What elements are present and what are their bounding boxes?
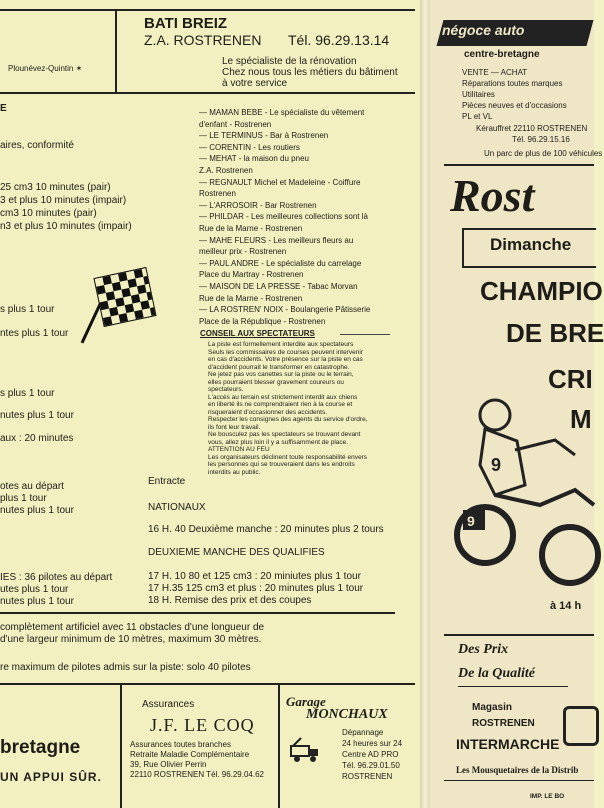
program-fragment: cm3 10 minutes (pair) — [0, 208, 97, 219]
right-page — [430, 0, 604, 808]
conseil-line: L'accès au terrain est strictement interdit aux chiens — [208, 393, 358, 401]
schedule-line: 17 H. 10 80 et 125 cm3 : 20 miniutes plus 1 tour — [148, 571, 361, 582]
sponsor-line: Z.A. Rostrenen — [199, 165, 253, 175]
conseil-line: risqueraient d'occasionner des accidents. — [208, 408, 328, 416]
negoce-line: VENTE — ACHAT — [462, 68, 528, 77]
program-fragment: E — [0, 103, 7, 114]
garage-line: ROSTRENEN — [342, 772, 393, 781]
prix-underline — [458, 686, 568, 687]
place-label: Plounévez-Quintin ✶ — [8, 64, 83, 73]
bati-line-3: à votre service — [222, 78, 288, 89]
program-fragment: nutes plus 1 tour — [0, 505, 74, 516]
sponsor-line: — MEHAT - la maison du pneu — [199, 154, 309, 164]
ad-divider — [278, 684, 280, 808]
assurances-line: Retraite Maladie Complémentaire — [130, 750, 250, 759]
entracte-label: Entracte — [148, 476, 186, 487]
program-fragment: n3 et plus 10 minutes (impair) — [0, 221, 132, 232]
negoce-line: Utilitaires — [462, 90, 495, 99]
heure-label: à 14 h — [550, 600, 582, 612]
mousquetaires-line: Les Mousquetaires de la Distrib — [456, 765, 579, 775]
sponsor-line: Rue de la Marne - Rostrenen — [199, 223, 303, 233]
conseil-line: Ne bousculez pas les spectateurs se trouvant devant — [208, 431, 361, 438]
program-fragment: IES : 36 pilotes au départ — [0, 572, 113, 583]
program-fragment: otes au départ — [0, 481, 64, 492]
negoce-line: Pièces neuves et d'occasions — [462, 101, 567, 110]
right-rule — [444, 634, 594, 636]
negoce-logo: négoce auto — [442, 22, 525, 38]
conseil-title: CONSEIL AUX SPECTATEURS — [200, 329, 315, 338]
program-fragment: s plus 1 tour — [0, 388, 55, 399]
negoce-line: PL et VL — [462, 112, 493, 121]
program-fragment: nutes plus 1 tour — [0, 596, 74, 607]
bati-phone: Tél. 96.29.13.14 — [288, 32, 390, 48]
conseil-line: d'accident pourrait le transformer en catastrophe. — [208, 363, 350, 371]
sponsor-list — [199, 107, 399, 327]
circuit-text-2: d'une largeur minimum de 10 mètres, maximum 30 mètres. — [0, 634, 262, 645]
pilotes-text: re maximum de pilotes admis sur la piste: solo 40 pilotes — [0, 662, 251, 673]
sponsor-line: Rue de la Marne - Rostrenen — [199, 293, 303, 303]
magasin-city: ROSTRENEN — [472, 718, 535, 729]
conseil-line: Seuls les commissaires de courses peuvent intervenir — [208, 348, 363, 356]
conseil-line: ATTENTION AU FEU — [208, 446, 270, 453]
sponsor-line: — REGNAULT Michel et Madeleine - Coiffure — [199, 177, 361, 187]
schedule-line: 18 H. Remise des prix et des coupes — [148, 595, 312, 606]
sponsor-line: — CORENTIN - Les routiers — [199, 142, 300, 152]
conseil-line: Ne jetez pas vos canettes sur la piste ou le terrain, — [208, 371, 354, 378]
negoce-line: Kérauffret 22110 ROSTRENEN — [476, 124, 588, 133]
nationaux-label: NATIONAUX — [148, 502, 206, 513]
garage-line: Dépannage — [342, 728, 384, 737]
conseil-line: Respecter les consignes des agents du service d'ordre, — [208, 416, 368, 423]
conseil-line: La piste est formellement interdite aux spectateurs — [208, 341, 354, 348]
appui-slogan: UN APPUI SÛR. — [0, 770, 102, 784]
deuxieme-manche: 16 H. 40 Deuxième manche : 20 minutes plus 2 tours — [148, 524, 384, 535]
garage-line: 24 heures sur 24 — [342, 739, 403, 748]
program-fragment: 25 cm3 10 minutes (pair) — [0, 182, 111, 193]
program-fragment: aires, conformité — [0, 140, 74, 151]
sponsor-line: — PAUL ANDRE - Le spécialiste du carrelage — [199, 258, 362, 268]
rostrenen-title: Rost — [450, 170, 535, 221]
program-fragment: aux : 20 minutes — [0, 433, 74, 444]
championnat-title: CHAMPIO — [480, 276, 603, 306]
bati-title: BATI BREIZ — [144, 15, 228, 32]
sponsor-line: Place du Martray - Rostrenen — [199, 270, 304, 280]
de-bretagne-title: DE BRE — [506, 318, 604, 348]
sponsor-line: Rostrenen — [199, 189, 236, 199]
cross-title: CRI — [548, 364, 593, 394]
conseil-border — [340, 334, 390, 335]
program-fragment: utes plus 1 tour — [0, 584, 69, 595]
svg-text:9: 9 — [467, 513, 475, 529]
negoce-line: Tél. 96.29.15.16 — [512, 135, 570, 144]
dimanche-label: Dimanche — [490, 235, 572, 254]
sponsor-line: Place de la République - Rostrenen — [199, 316, 326, 326]
imprimeur-label: IMP. LE BO — [530, 793, 565, 800]
sponsor-line: d'enfant - Rostrenen — [199, 119, 272, 129]
schedule-line: 17 H.35 125 cm3 et plus : 20 minutes plus 1 tour — [148, 583, 364, 594]
bretagne-logo: bretagne — [0, 737, 81, 758]
manche-qualifies-title: DEUXIEME MANCHE DES QUALIFIES — [148, 547, 325, 558]
bati-address: Z.A. ROSTRENEN — [144, 32, 262, 48]
page-fold — [420, 0, 430, 808]
negoce-line: Un parc de plus de 100 véhicules — [484, 149, 603, 158]
sponsor-line: — LA ROSTREN' NOIX - Boulangerie Pâtisserie — [199, 305, 371, 315]
right-rule — [444, 164, 594, 166]
conseil-line: spectateurs. — [208, 386, 244, 393]
assurances-line: 39, Rue Olivier Perrin — [130, 760, 207, 769]
moto-title: M — [570, 404, 592, 434]
program-fragment: ntes plus 1 tour — [0, 328, 69, 339]
sponsor-line: — LE TERMINUS - Bar à Rostrenen — [199, 131, 329, 141]
prix-line-1: Des Prix — [458, 642, 509, 657]
garage-line: Tél. 96.29.01.50 — [342, 761, 400, 770]
checkered-flag-icon — [93, 267, 156, 327]
intermarche-emblem-icon — [563, 706, 599, 746]
program-fragment: 3 et plus 10 minutes (impair) — [0, 195, 127, 206]
header-divider — [115, 9, 117, 94]
prix-line-2: De la Qualité — [458, 666, 535, 681]
garage-name: MONCHAUX — [306, 707, 388, 722]
sponsor-line: meilleur prix - Rostrenen — [199, 247, 287, 257]
conseil-line: elles pourraient blesser gravement coureurs ou — [208, 378, 344, 386]
conseil-line: ils font leur travail. — [208, 423, 261, 431]
right-rule — [444, 780, 594, 781]
conseil-line: les personnes qui se trouveraient dans les endroits — [208, 461, 355, 468]
conseil-text — [208, 341, 393, 476]
schedule-rule — [0, 612, 395, 614]
intermarche-logo: INTERMARCHE — [456, 736, 560, 752]
sponsor-line: — PHILDAR - Les meilleures collections sont là — [199, 212, 368, 222]
assurances-name: J.F. LE COQ — [150, 715, 255, 735]
bottom-rule — [0, 683, 415, 685]
conseil-line: Les organisateurs déclinent toute responsabilité envers — [208, 453, 367, 461]
program-fragment: nutes plus 1 tour — [0, 410, 74, 421]
bati-line-1: Le spécialiste de la rénovation — [222, 56, 357, 67]
sponsor-line: — MAHE FLEURS - Les meilleurs fleurs au — [199, 235, 354, 245]
assurances-line: Assurances toutes branches — [130, 740, 231, 749]
tow-truck-icon — [289, 736, 321, 766]
garage-title: Garage — [286, 694, 326, 709]
motocross-rider-illustration — [455, 395, 594, 600]
header-rule — [0, 92, 415, 94]
sponsor-line: — L'ARROSOIR - Bar Rostrenen — [199, 200, 317, 210]
garage-line: Centre AD PRO — [342, 750, 399, 759]
svg-text:9: 9 — [491, 455, 502, 475]
ad-divider — [120, 684, 122, 808]
circuit-text-1: complètement artificiel avec 11 obstacles d'une longueur de — [0, 622, 265, 633]
program-fragment: s plus 1 tour — [0, 304, 55, 315]
conseil-line: en cas d'accidents. Votre présence sur la piste en cas — [208, 356, 363, 363]
top-rule — [0, 9, 415, 11]
program-fragment: plus 1 tour — [0, 493, 47, 504]
conseil-line: en liberté ils ne comprendraient rien à la course et — [208, 401, 353, 408]
magasin-label: Magasin — [472, 702, 513, 713]
negoce-line: Réparations toutes marques — [462, 79, 563, 88]
bati-line-2: Chez nous tous les métiers du bâtiment — [222, 67, 398, 78]
conseil-line: vous, allez plus loin il y a suffisamment de place. — [208, 438, 349, 446]
assurances-title: Assurances — [142, 699, 195, 710]
conseil-line: interdits au public. — [208, 468, 261, 476]
sponsor-line: — MAMAN BEBE - Le spécialiste du vêtement — [199, 108, 365, 117]
assurances-line: 22110 ROSTRENEN Tél. 96.29.04.62 — [130, 770, 264, 779]
sponsor-line: — MAISON DE LA PRESSE - Tabac Morvan — [199, 281, 358, 291]
negoce-subtitle: centre-bretagne — [464, 49, 540, 60]
